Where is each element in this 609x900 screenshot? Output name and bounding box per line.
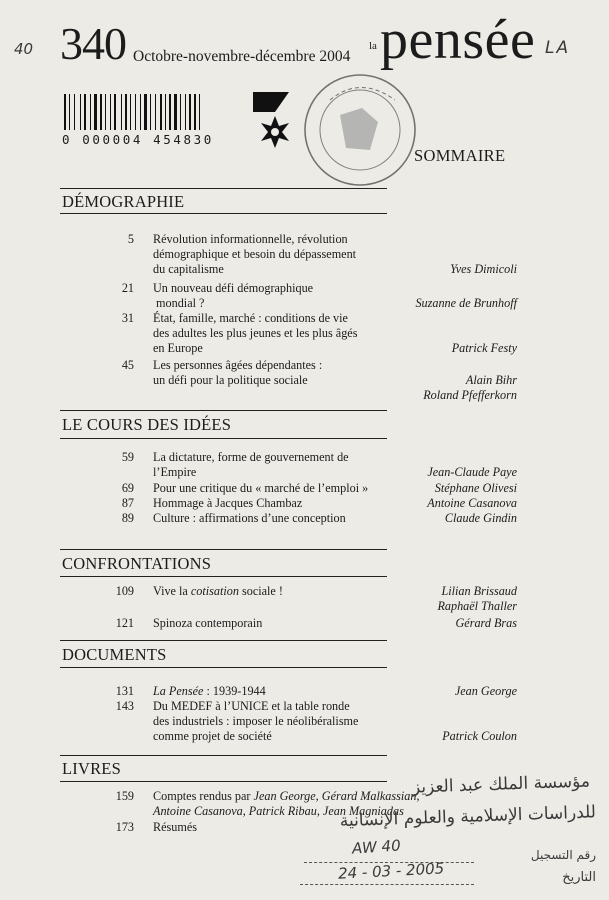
entry-title-line: en Europe xyxy=(153,341,203,355)
entry-page-number: 45 xyxy=(121,358,134,372)
entry-title xyxy=(153,584,393,599)
sommaire-label: SOMMAIRE xyxy=(414,146,506,165)
reviewer-names: Antoine Casanova, Patrick Ribau, Jean Magniadas xyxy=(153,804,404,818)
entry-page-number: 109 xyxy=(115,584,134,598)
entry-title-line: Révolution informationnelle, révolution xyxy=(153,232,348,246)
entry-author: Gérard Bras xyxy=(455,616,517,630)
library-stamp-circle xyxy=(300,70,420,190)
barcode-bar xyxy=(155,94,156,130)
barcode-bar xyxy=(189,94,191,130)
entry-title-line: du capitalisme xyxy=(153,262,224,276)
barcode-bar xyxy=(169,94,171,130)
section-top-rule xyxy=(60,640,387,641)
entry-title xyxy=(153,311,393,356)
entry-title-line: La dictature, forme de gouvernement de xyxy=(153,450,349,464)
entry-title-line: des adultes les plus jeunes et les plus âgés xyxy=(153,326,358,340)
entry-page-number: 59 xyxy=(121,450,134,464)
section-top-rule xyxy=(60,755,387,756)
entry-title-line: Du MEDEF à l’UNICE et la table ronde xyxy=(153,699,350,713)
entry-title xyxy=(153,481,393,496)
barcode-bar xyxy=(160,94,162,130)
section-bottom-rule xyxy=(60,576,387,577)
barcode-bar xyxy=(194,94,196,130)
entry-title xyxy=(153,616,393,631)
barcode-bar xyxy=(165,94,166,130)
barcode-bar xyxy=(110,94,111,130)
entry-author: Antoine Casanova xyxy=(427,496,517,510)
section-title: LIVRES xyxy=(62,759,121,778)
barcode-bar xyxy=(84,94,86,130)
barcode-bar xyxy=(64,94,66,130)
entry-title-text: Vive la xyxy=(153,584,191,598)
entry-page-number: 89 xyxy=(121,511,134,525)
margin-note-right: LA xyxy=(545,38,571,58)
entry-title-line: Culture : affirmations d’une conception xyxy=(153,511,346,525)
barcode-bar xyxy=(74,94,75,130)
entry-author: Roland Pfefferkorn xyxy=(423,388,517,402)
entry-title-line: État, famille, marché : conditions de vie xyxy=(153,311,348,325)
entry-title-line: l’Empire xyxy=(153,465,197,479)
barcode-bar xyxy=(125,94,127,130)
stamp-date-value: 24 - 03 - 2005 xyxy=(337,859,445,883)
entry-page-number: 69 xyxy=(121,481,134,495)
entry-title xyxy=(153,232,393,277)
entry-author: Stéphane Olivesi xyxy=(434,481,517,495)
entry-title xyxy=(153,496,393,511)
barcode-bar xyxy=(150,94,151,130)
entry-page-number: 143 xyxy=(115,699,134,713)
entry-author: Patrick Coulon xyxy=(442,729,517,743)
entry-page-number: 31 xyxy=(121,311,134,325)
entry-title xyxy=(153,450,393,480)
section-title: DOCUMENTS xyxy=(62,645,167,664)
section-title: DÉMOGRAPHIE xyxy=(62,192,185,211)
barcode-bar xyxy=(140,94,141,130)
entry-title-line: Pour une critique du « marché de l’emploi » xyxy=(153,481,369,495)
entry-title-line: comme projet de société xyxy=(153,729,272,743)
publisher-logo xyxy=(249,90,299,152)
stamp-arabic-line2: للدراسات الإسلامية والعلوم الإنسانية xyxy=(339,802,597,832)
barcode-bar xyxy=(199,94,200,130)
barcode-bar xyxy=(185,94,186,130)
entry-page-number: 159 xyxy=(115,789,134,803)
section-title: LE COURS DES IDÉES xyxy=(62,415,232,434)
entry-title-line: Un nouveau défi démographique xyxy=(153,281,314,295)
entry-page-number: 21 xyxy=(121,281,134,295)
entry-author: Yves Dimicoli xyxy=(450,262,517,276)
entry-title xyxy=(153,281,393,311)
entry-title xyxy=(153,699,393,744)
barcode-bar xyxy=(144,94,147,130)
barcode-bar xyxy=(100,94,102,130)
reviewer-names: Jean George, Gérard Malkassian, xyxy=(253,789,420,803)
entry-author: Suzanne de Brunhoff xyxy=(415,296,517,310)
entry-title-line: mondial ? xyxy=(153,296,205,310)
entry-title-line: Les personnes âgées dépendantes : xyxy=(153,358,323,372)
section-bottom-rule xyxy=(60,213,387,214)
stamp-reg-value: AW 40 xyxy=(351,836,402,858)
entry-author: Jean-Claude Paye xyxy=(427,465,517,479)
entry-page-number: 121 xyxy=(115,616,134,630)
entry-title-line: un défi pour la politique sociale xyxy=(153,373,308,387)
issue-date: Octobre-novembre-décembre 2004 xyxy=(133,48,351,65)
entry-title-emphasis: cotisation xyxy=(190,584,239,598)
entry-title-emphasis: La Pensée xyxy=(153,684,204,698)
issue-number: 340 xyxy=(60,18,126,69)
entry-title xyxy=(153,511,393,526)
entry-title-line: Résumés xyxy=(153,820,198,834)
barcode-bar xyxy=(130,94,131,130)
barcode-bar xyxy=(180,94,181,130)
margin-note-left: 40 xyxy=(14,40,34,58)
barcode-bar xyxy=(94,94,97,130)
entry-title-line: des industriels : imposer le néolibéralisme xyxy=(153,714,359,728)
entry-author: Claude Gindin xyxy=(444,511,517,525)
entry-page-number: 87 xyxy=(121,496,134,510)
entry-title-line: Spinoza contemporain xyxy=(153,616,263,630)
barcode-bar xyxy=(69,94,70,130)
barcode-bars xyxy=(64,94,200,130)
barcode-digits: 0 000004 454830 xyxy=(62,132,214,147)
barcode-bar xyxy=(121,94,122,130)
barcode-bar xyxy=(80,94,81,130)
section-top-rule xyxy=(60,410,387,411)
entry-author: Lilian Brissaud xyxy=(441,584,517,598)
journal-article: la xyxy=(369,40,377,52)
entry-page-number: 131 xyxy=(115,684,134,698)
entry-title-text: : 1939-1944 xyxy=(203,684,266,698)
section-title: CONFRONTATIONS xyxy=(62,554,212,573)
section-top-rule xyxy=(60,549,387,550)
entry-title xyxy=(153,684,393,699)
entry-title-text: sociale ! xyxy=(238,584,283,598)
entry-author: Jean George xyxy=(454,684,517,698)
entry-author: Raphaël Thaller xyxy=(437,599,517,613)
entry-title xyxy=(153,358,393,388)
stamp-arabic-line1: مؤسسة الملك عبد العزيز xyxy=(411,771,591,798)
stamp-date-label: التاريخ xyxy=(562,870,596,885)
barcode-bar xyxy=(174,94,177,130)
barcode-bar xyxy=(90,94,91,130)
barcode-bar xyxy=(135,94,136,130)
entry-page-number: 173 xyxy=(115,820,134,834)
barcode-bar xyxy=(114,94,116,130)
section-top-rule xyxy=(60,188,387,189)
entry-author: Alain Bihr xyxy=(465,373,517,387)
section-bottom-rule xyxy=(60,667,387,668)
section-bottom-rule xyxy=(60,438,387,439)
entry-author: Patrick Festy xyxy=(451,341,517,355)
entry-title-line xyxy=(153,584,393,599)
barcode-bar xyxy=(105,94,106,130)
entry-title-line: démographique et besoin du dépassement xyxy=(153,247,357,261)
journal-title: pensée xyxy=(380,9,536,71)
stamp-date-line xyxy=(300,884,474,885)
entry-title-line xyxy=(153,684,393,699)
entry-title-text: Comptes rendus par xyxy=(153,789,254,803)
stamp-reg-label: رقم التسجيل xyxy=(530,848,596,862)
entry-page-number: 5 xyxy=(127,232,134,246)
entry-title-line: Hommage à Jacques Chambaz xyxy=(153,496,303,510)
